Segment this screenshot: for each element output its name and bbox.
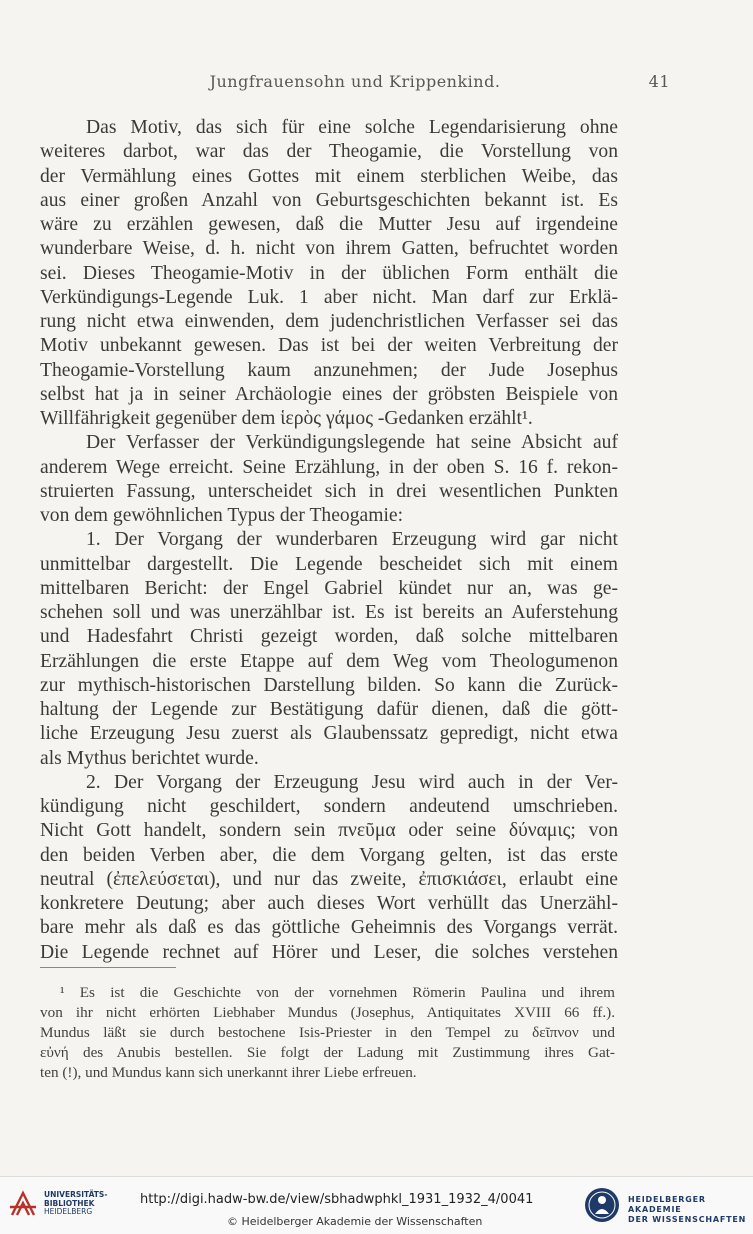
- academy-name: [628, 1195, 753, 1225]
- footnote-line: ten (!), und Mundus kann sich unerkannt ihrer Liebe erfreuen.: [40, 1064, 417, 1082]
- text-line: 2. Der Vorgang der Erzeugung Jesu wird auch in der Ver-: [86, 771, 618, 793]
- text-line: konkretere Deutung; aber auch dieses Wort verhüllt das Unerzähl-: [40, 893, 618, 914]
- text-line: sei. Dieses Theogamie-Motiv in der üblichen Form enthält die: [40, 262, 618, 284]
- text-line: aus einer großen Anzahl von Geburtsgeschichten bekannt ist. Es: [40, 189, 618, 211]
- text-line: struierten Fassung, unterscheidet sich in drei wesentlichen Punkten: [40, 480, 618, 502]
- footnote-line: ¹ Es ist die Geschichte von der vornehmen Römerin Paulina und ihrem: [60, 984, 615, 1001]
- page-number: 41: [648, 72, 670, 91]
- library-name-line: UNIVERSITÄTS-: [44, 1190, 108, 1199]
- body-text: [40, 116, 618, 965]
- text-line: Das Motiv, das sich für eine solche Legendarisierung ohne: [86, 117, 618, 138]
- running-head-title: Jungfrauensohn und Krippenkind.: [209, 72, 501, 91]
- footnote-line: von ihr nicht erhörten Liebhaber Mundus (Josephus, Antiquitates XVIII 66 ff.).: [40, 1004, 615, 1022]
- text-line: Erzählungen die erste Etappe auf dem Weg vom Theologumenon: [40, 650, 618, 672]
- text-line: schehen soll und was unerzählbar ist. Es ist bereits an Auferstehung: [40, 602, 618, 623]
- academy-name-line: DER WISSENSCHAFTEN: [628, 1215, 747, 1224]
- text-line: liche Erzeugung Jesu zuerst als Glaubenssatz gepredigt, nicht etwa: [40, 723, 618, 745]
- text-line: anderem Wege erreicht. Seine Erzählung, in der oben S. 16 f. rekon-: [40, 456, 618, 478]
- text-line: Theogamie-Vorstellung kaum anzunehmen; der Jude Josephus: [40, 359, 618, 381]
- text-line: bare mehr als daß es das göttliche Geheimnis des Vorgangs verrät.: [40, 917, 618, 939]
- text-line: weiteres darbot, war das der Theogamie, die Vorstellung von: [40, 141, 618, 163]
- permalink-url[interactable]: http://digi.hadw-bw.de/view/sbhadwphkl_1931_1932_4/0041: [140, 1192, 534, 1207]
- text-line: rung nicht etwa einwenden, dem judenchristlichen Verfasser sei das: [40, 311, 618, 332]
- running-head: [40, 72, 670, 94]
- academy-seal-icon: [583, 1186, 621, 1224]
- footnote-line: Mundus läßt sie durch bestochene Isis-Priester in den Tempel zu δεῖπνον und: [40, 1024, 615, 1042]
- library-name-line: BIBLIOTHEK: [44, 1198, 95, 1208]
- text-line: unmittelbar dargestellt. Die Legende bescheidet sich mit einem: [40, 553, 618, 575]
- text-line: zur mythisch-historischen Darstellung bilden. So kann die Zurück-: [40, 674, 618, 696]
- footnote-line: εὐνή des Anubis bestellen. Sie folgt der Ladung mit Zustimmung ihres Gat-: [40, 1044, 615, 1062]
- text-line: Motiv unbekannt gewesen. Das ist bei der weiten Verbreitung der: [40, 335, 618, 357]
- text-line: Nicht Gott handelt, sondern sein πνεῦμα oder seine δύναμις; von: [40, 820, 618, 842]
- viewer-footer: [0, 1176, 753, 1234]
- text-line: wunderbare Weise, d. h. nicht von ihrem Gatten, befruchtet worden: [40, 238, 618, 260]
- text-line: 1. Der Vorgang der wunderbaren Erzeugung wird gar nicht: [86, 529, 618, 551]
- text-line: und Hadesfahrt Christi gezeigt worden, daß solche mittelbaren: [40, 626, 618, 648]
- text-line: kündigung nicht geschildert, sondern andeutend umschrieben.: [40, 796, 618, 817]
- text-line: haltung der Legende zur Bestätigung dafür dienen, daß die gött-: [40, 699, 618, 720]
- university-library-name: [44, 1191, 107, 1217]
- copyright-notice: © Heidelberger Akademie der Wissenschaften: [227, 1215, 483, 1228]
- university-library-logo-icon: [8, 1189, 38, 1219]
- text-line: Willfährigkeit gegenüber dem ἱερὸς γάμος -Gedanken erzählt¹.: [40, 408, 533, 429]
- text-line: Verkündigungs-Legende Luk. 1 aber nicht. Man darf zur Erklä-: [40, 286, 618, 308]
- text-line: als Mythus berichtet wurde.: [40, 747, 259, 769]
- academy-name-line: HEIDELBERGER AKADEMIE: [628, 1195, 706, 1214]
- footnotes: [40, 983, 615, 1083]
- text-line: wäre zu erzählen gewesen, daß die Mutter Jesu auf irgendeine: [40, 214, 618, 235]
- text-line: selbst hat ja in seiner Archäologie eines der gröbsten Beispiele von: [40, 383, 618, 405]
- library-city: HEIDELBERG: [44, 1207, 93, 1216]
- text-line: neutral (ἐπελεύσεται), und nur das zweite, ἐπισκιάσει, erlaubt eine: [40, 868, 618, 890]
- text-line: Der Verfasser der Verkündigungslegende hat seine Absicht auf: [86, 432, 618, 454]
- text-line: Die Legende rechnet auf Hörer und Leser, die solches verstehen: [40, 941, 618, 963]
- footnote-divider: [40, 967, 176, 968]
- text-line: den beiden Verben aber, die dem Vorgang gelten, ist das erste: [40, 844, 618, 866]
- text-line: der Vermählung eines Gottes mit einem sterblichen Weibe, das: [40, 165, 618, 187]
- text-line: von dem gewöhnlichen Typus der Theogamie:: [40, 505, 404, 526]
- text-line: mittelbaren Bericht: der Engel Gabriel kündet nur an, was ge-: [40, 577, 618, 599]
